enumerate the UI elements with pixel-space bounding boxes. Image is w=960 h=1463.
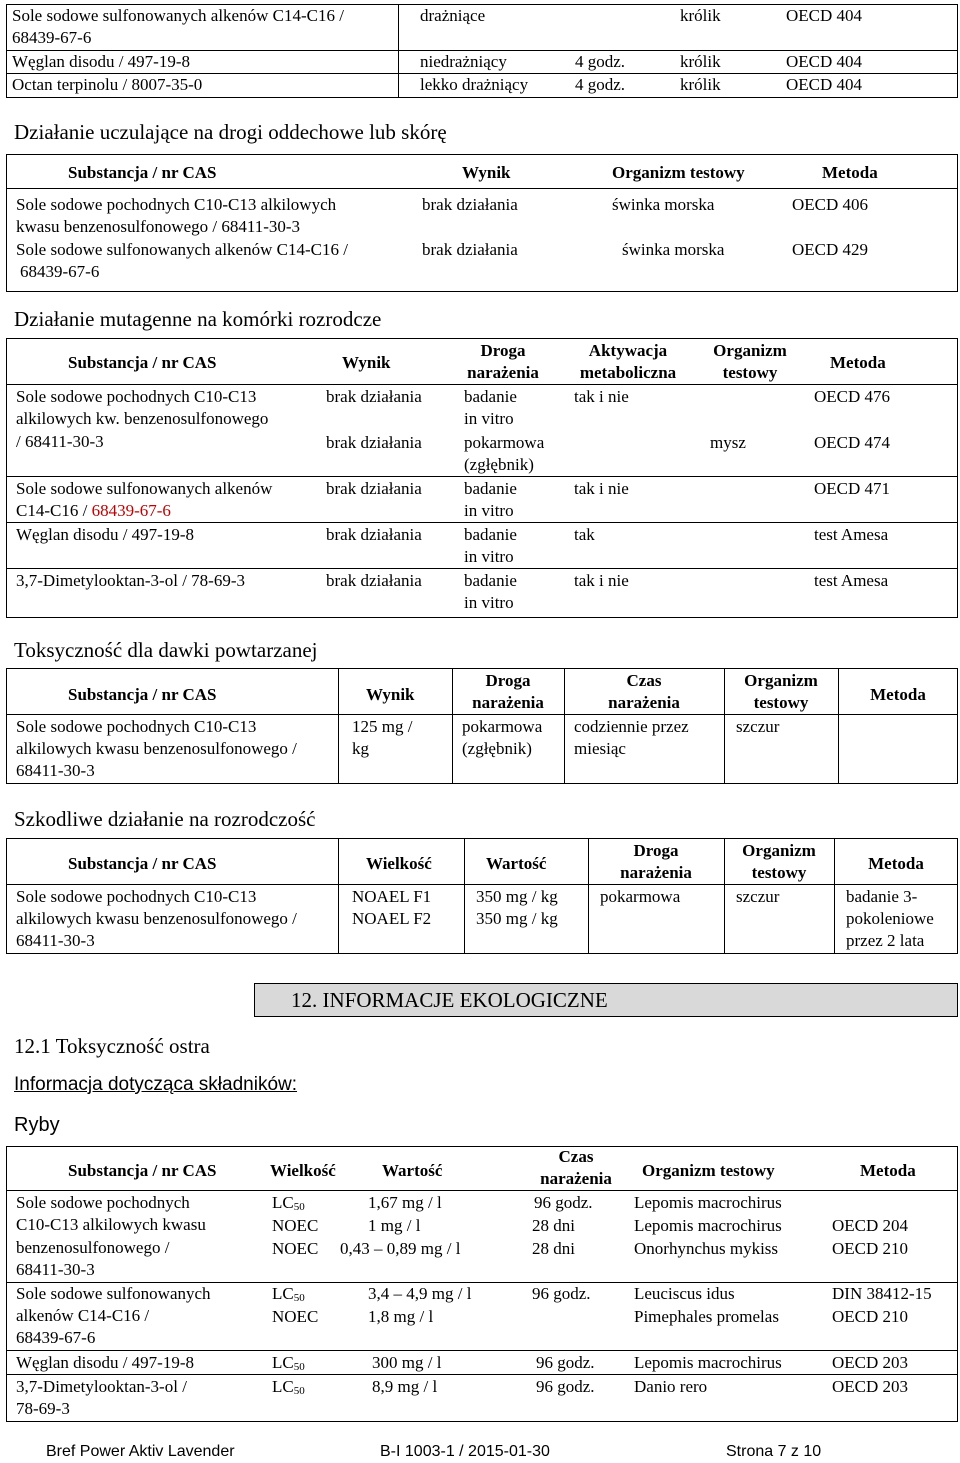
table-cell-method: OECD 204	[832, 1216, 909, 1235]
section-12-title: 12. INFORMACJE EKOLOGICZNE	[291, 988, 608, 1012]
table-cell-result: brak działania	[326, 387, 422, 406]
section-title-sensitization: Działanie uczulające na drogi oddechowe lub skórę	[14, 120, 447, 144]
table-cell-time: 96 godz.	[532, 1284, 591, 1303]
table-cell-route: pokarmowa	[600, 887, 681, 906]
divider	[6, 188, 958, 189]
table-cell-time: 4 godz.	[575, 52, 626, 71]
divider	[6, 522, 958, 523]
table-cell-size: LC50	[272, 1377, 305, 1397]
table-cell-organism: szczur	[736, 717, 780, 736]
table-cell-organism: Danio rero	[634, 1377, 708, 1396]
footer-product-name: Bref Power Aktiv Lavender	[46, 1443, 235, 1460]
table-cell-substance: Sole sodowe pochodnych C10-C13	[16, 887, 257, 906]
table-cell-organism: szczur	[736, 887, 780, 906]
table-cell-time: 4 godz.	[575, 75, 626, 94]
divider	[6, 384, 958, 385]
column-header: Wielkość	[270, 1161, 336, 1180]
table-cell-time: 96 godz.	[536, 1353, 595, 1372]
column-header: Czas narażenia	[608, 671, 680, 712]
table-cell-substance: C14-C16 / 68439-67-6	[16, 501, 171, 520]
column-header: Organizm testowy	[713, 341, 787, 382]
divider	[724, 838, 725, 954]
table-cell-substance: 68439-67-6	[20, 262, 100, 281]
divider	[6, 1190, 958, 1191]
divider	[6, 476, 958, 477]
table-cell-route: badanie	[464, 387, 517, 406]
table-cell-substance: benzenosulfonowego /	[16, 1238, 170, 1257]
divider	[588, 838, 589, 954]
table-cell-method: OECD 471	[814, 479, 891, 498]
table-cell-substance: Sole sodowe pochodnych C10-C13	[16, 717, 257, 736]
column-header: Czas narażenia	[540, 1147, 612, 1188]
table-cell-result: brak działania	[326, 433, 422, 452]
table-cell-substance: kwasu benzenosulfonowego / 68411-30-3	[16, 217, 301, 236]
table-cell-substance: C10-C13 alkilowych kwasu	[16, 1215, 206, 1234]
table-cell-method: OECD 429	[792, 240, 869, 259]
table-cell-substance: Sole sodowe sulfonowanych alkenów	[16, 479, 273, 498]
column-header: Substancja / nr CAS	[68, 163, 217, 182]
table-cell-value: 350 mg / kg	[476, 887, 558, 906]
table-cell-substance: Octan terpinolu / 8007-35-0	[12, 75, 203, 94]
table-cell-result: brak działania	[326, 525, 422, 544]
divider	[338, 838, 339, 954]
table-cell-method: przez 2 lata	[846, 931, 925, 950]
column-header: Substancja / nr CAS	[68, 353, 217, 372]
table-cell-substance: Sole sodowe pochodnych C10-C13 alkilowych	[16, 195, 337, 214]
table-cell-activation: tak	[574, 525, 595, 544]
table-cell-substance: Sole sodowe sulfonowanych alkenów C14-C16 /	[16, 240, 348, 259]
table-cell-time: 28 dni	[532, 1216, 575, 1235]
column-header: Metoda	[860, 1161, 916, 1180]
table-cell-route: in vitro	[464, 593, 514, 612]
table-cell-route: in vitro	[464, 501, 514, 520]
table-cell-organism: Lepomis macrochirus	[634, 1353, 782, 1372]
table-cell-method: pokoleniowe	[846, 909, 934, 928]
table-cell-route: badanie	[464, 479, 517, 498]
column-header: Substancja / nr CAS	[68, 1161, 217, 1180]
section-title-mutagenicity: Działanie mutagenne na komórki rozrodcze	[14, 307, 382, 331]
divider	[564, 668, 565, 784]
table-cell-value: 1,67 mg / l	[368, 1193, 442, 1212]
table-cell-time: 96 godz.	[536, 1377, 595, 1396]
subsection-title-acute-toxicity: 12.1 Toksyczność ostra	[14, 1034, 210, 1058]
table-cell-time: 28 dni	[532, 1239, 575, 1258]
column-header: Wartość	[382, 1161, 443, 1180]
table-cell-result: brak działania	[422, 195, 518, 214]
table-cell-size: NOEC	[272, 1239, 319, 1258]
table-cell-size: LC50	[272, 1193, 305, 1213]
divider	[338, 668, 339, 784]
divider	[452, 668, 453, 784]
table-cell-organism: królik	[680, 52, 721, 71]
table-cell-substance: Sole sodowe sulfonowanych alkenów C14-C16 / 68439-67-6	[12, 6, 344, 47]
section-title-repeated-dose: Toksyczność dla dawki powtarzanej	[14, 638, 318, 662]
table-cell-method: test Amesa	[814, 525, 889, 544]
section-title-reproductive: Szkodliwe działanie na rozrodczość	[14, 807, 316, 831]
column-header: Organizm testowy	[612, 163, 745, 182]
table-cell-method: DIN 38412-15	[832, 1284, 932, 1303]
table-cell-organism: Lepomis macrochirus	[634, 1193, 782, 1212]
table-cell-result: brak działania	[422, 240, 518, 259]
column-header: Wielkość	[366, 854, 432, 873]
table-cell-method: OECD 404	[786, 6, 863, 25]
table-cell-value: 1,8 mg / l	[368, 1307, 434, 1326]
column-header: Droga narażenia	[472, 671, 544, 712]
table-cell-value: 8,9 mg / l	[372, 1377, 438, 1396]
table-cell-substance: Sole sodowe sulfonowanych	[16, 1284, 211, 1303]
table-cell-result: brak działania	[326, 571, 422, 590]
table-cell-method: OECD 203	[832, 1353, 909, 1372]
table-cell-route: badanie	[464, 525, 517, 544]
table-cell-route: pokarmowa	[464, 433, 545, 452]
table-cell-method: OECD 404	[786, 52, 863, 71]
table-cell-result: 125 mg /	[352, 717, 413, 736]
table-cell-result: kg	[352, 739, 369, 758]
table-cell-substance: 3,7-Dimetylooktan-3-ol / 78-69-3	[16, 571, 245, 590]
divider	[464, 838, 465, 954]
table-cell-substance: Sole sodowe pochodnych C10-C13	[16, 387, 257, 406]
table-cell-substance: 68411-30-3	[16, 761, 95, 780]
table-cell-method: OECD 210	[832, 1239, 909, 1258]
table-cell-substance: alkilowych kwasu benzenosulfonowego /	[16, 909, 297, 928]
table-cell-organism: Lepomis macrochirus	[634, 1216, 782, 1235]
table-cell-value: 350 mg / kg	[476, 909, 558, 928]
footer-page-number: Strona 7 z 10	[726, 1443, 822, 1460]
column-header: Substancja / nr CAS	[68, 685, 217, 704]
column-header: Substancja / nr CAS	[68, 854, 217, 873]
column-header: Organizm testowy	[642, 1161, 775, 1180]
column-header: Metoda	[830, 353, 886, 372]
table-cell-substance: alkilowych kwasu benzenosulfonowego /	[16, 739, 297, 758]
table-cell-time: miesiąc	[574, 739, 626, 758]
table-cell-organism: świnka morska	[622, 240, 725, 259]
table-cell-method: OECD 203	[832, 1377, 909, 1396]
divider	[6, 568, 958, 569]
table-cell-organism: Pimephales promelas	[634, 1307, 779, 1326]
column-header: Aktywacja metaboliczna	[579, 341, 677, 382]
column-header: Metoda	[870, 685, 926, 704]
divider	[6, 714, 958, 715]
column-header: Wartość	[486, 854, 547, 873]
table-cell-value: 300 mg / l	[372, 1353, 442, 1372]
table-cell-size: LC50	[272, 1284, 305, 1304]
table-cell-size: NOAEL F2	[352, 909, 432, 928]
table-cell-substance: Sole sodowe pochodnych	[16, 1193, 190, 1212]
components-info-label: Informacja dotycząca składników:	[14, 1074, 298, 1095]
column-header: Metoda	[868, 854, 924, 873]
table-cell-substance: alkenów C14-C16 /	[16, 1306, 150, 1325]
table-cell-substance: Węglan disodu / 497-19-8	[16, 525, 194, 544]
table-cell-route: badanie	[464, 571, 517, 590]
divider	[6, 884, 958, 885]
table-cell-method: OECD 474	[814, 433, 891, 452]
column-header: Wynik	[366, 685, 415, 704]
table-cell-substance: Węglan disodu / 497-19-8	[12, 52, 190, 71]
table-cell-value: 1 mg / l	[368, 1216, 421, 1235]
table-cell-route: pokarmowa	[462, 717, 543, 736]
table-cell-substance: 3,7-Dimetylooktan-3-ol /	[16, 1377, 187, 1396]
table-cell-substance: alkilowych kw. benzenosulfonowego	[16, 409, 269, 428]
divider	[838, 668, 839, 784]
section-12-banner	[254, 983, 958, 1017]
table-cell-size: NOEC	[272, 1307, 319, 1326]
table-cell-activation: tak i nie	[574, 571, 629, 590]
column-header: Metoda	[822, 163, 878, 182]
table-cell-result: drażniące	[420, 6, 486, 25]
table-cell-route: (zgłębnik)	[462, 739, 532, 758]
column-header: Organizm testowy	[742, 841, 816, 882]
table-cell-size: NOAEL F1	[352, 887, 432, 906]
table-cell-substance: 68411-30-3	[16, 931, 95, 950]
table-cell-substance: 68439-67-6	[16, 1328, 96, 1347]
table-cell-activation: tak i nie	[574, 387, 629, 406]
table-cell-substance: Węglan disodu / 497-19-8	[16, 1353, 194, 1372]
divider	[6, 1374, 958, 1375]
column-header: Droga narażenia	[467, 341, 539, 382]
table-cell-route: in vitro	[464, 409, 514, 428]
footer-document-id: B-I 1003-1 / 2015-01-30	[380, 1443, 550, 1460]
table-cell-organism: królik	[680, 75, 721, 94]
table-cell-result: lekko drażniący	[420, 75, 529, 94]
table-cell-organism: świnka morska	[612, 195, 715, 214]
table-cell-method: OECD 404	[786, 75, 863, 94]
divider	[398, 4, 399, 98]
table-cell-time: codziennie przez	[574, 717, 689, 736]
table-cell-substance: 78-69-3	[16, 1399, 70, 1418]
divider	[6, 1350, 958, 1351]
table-cell-method: test Amesa	[814, 571, 889, 590]
table-cell-time: 96 godz.	[534, 1193, 593, 1212]
divider	[834, 838, 835, 954]
table-cell-organism: Leuciscus idus	[634, 1284, 735, 1303]
fish-label: Ryby	[14, 1114, 60, 1136]
table-cell-substance: 68411-30-3	[16, 1260, 95, 1279]
table-cell-method: OECD 406	[792, 195, 869, 214]
column-header: Droga narażenia	[620, 841, 692, 882]
table-cell-value: 3,4 – 4,9 mg / l	[368, 1284, 472, 1303]
table-cell-result: niedrażniący	[420, 52, 507, 71]
table-cell-route: in vitro	[464, 547, 514, 566]
table-cell-result: brak działania	[326, 479, 422, 498]
table-cell-size: LC50	[272, 1353, 305, 1373]
divider	[724, 668, 725, 784]
table-cell-substance: / 68411-30-3	[16, 432, 104, 451]
table-cell-method: OECD 210	[832, 1307, 909, 1326]
table-cell-organism: mysz	[710, 433, 746, 452]
table-cell-size: NOEC	[272, 1216, 319, 1235]
table-cell-method: OECD 476	[814, 387, 891, 406]
table-cell-value: 0,43 – 0,89 mg / l	[340, 1239, 461, 1258]
table-cell-organism: Onorhynchus mykiss	[634, 1239, 779, 1258]
column-header: Wynik	[342, 353, 391, 372]
table-cell-route: (zgłębnik)	[464, 455, 534, 474]
column-header: Wynik	[462, 163, 511, 182]
table-cell-organism: królik	[680, 6, 721, 25]
column-header: Organizm testowy	[744, 671, 818, 712]
table-cell-method: badanie 3-	[846, 887, 918, 906]
table-cell-activation: tak i nie	[574, 479, 629, 498]
